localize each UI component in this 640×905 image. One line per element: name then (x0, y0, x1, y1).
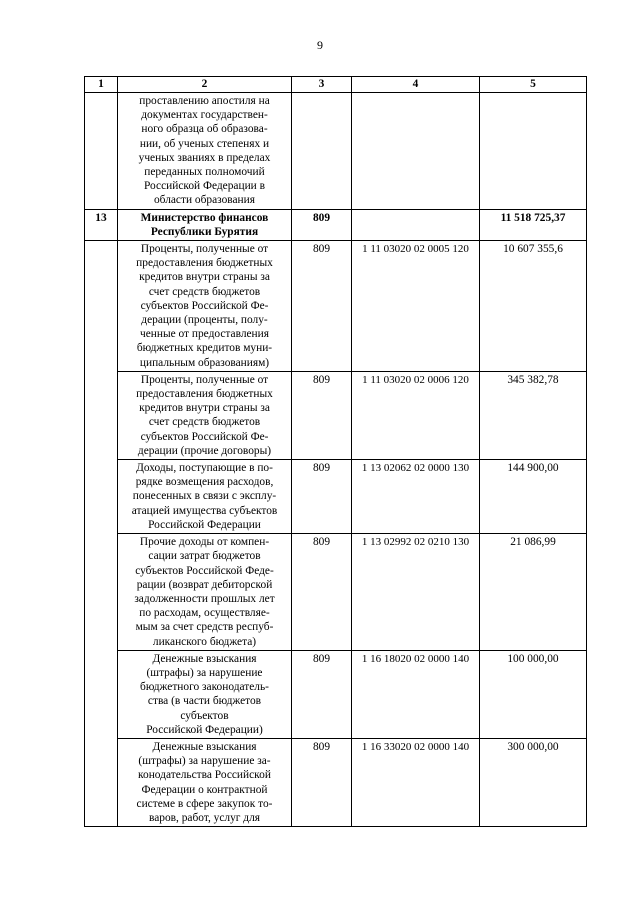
row-number-cell: 13 (85, 209, 118, 240)
row-description-cell (118, 93, 292, 210)
header-col-2: 2 (118, 77, 292, 93)
description-line: Доходы, поступающие в по- (136, 462, 273, 475)
header-col-3: 3 (292, 77, 352, 93)
row-description-cell (118, 241, 292, 372)
description-line: по расходам, осуществляе- (139, 607, 270, 620)
row-kbk-code-cell: 1 11 03020 02 0006 120 (352, 371, 480, 459)
description-line: понесенных в связи с эксплу- (132, 490, 277, 503)
description-line: сации затрат бюджетов (148, 550, 261, 563)
row-description-cell (118, 738, 292, 826)
header-col-4: 4 (352, 77, 480, 93)
description-line: предоставления бюджетных (136, 388, 273, 401)
row-number-cell (85, 738, 118, 826)
description-line: счет средств бюджетов (148, 416, 261, 429)
description-line: рации (возврат дебиторской (136, 578, 273, 591)
description-line: Российской Федерации (148, 518, 261, 531)
description-line: (штрафы) за нарушение (146, 666, 263, 679)
page-number: 9 (317, 38, 323, 52)
row-admin-code-cell: 809 (292, 534, 352, 651)
row-admin-code-cell: 809 (292, 650, 352, 738)
row-kbk-code-cell: 1 16 33020 02 0000 140 (352, 738, 480, 826)
row-amount-cell: 300 000,00 (480, 738, 587, 826)
description-line: дерации (проценты, полу- (141, 314, 268, 327)
table-row (85, 93, 587, 210)
row-amount-cell: 144 900,00 (480, 460, 587, 534)
row-number-cell (85, 241, 118, 372)
description-line: мым за счет средств респуб- (135, 621, 274, 634)
row-number-cell (85, 460, 118, 534)
row-kbk-code-cell: 1 11 03020 02 0005 120 (352, 241, 480, 372)
row-admin-code-cell: 809 (292, 371, 352, 459)
description-line: субъектов Российской Феде- (135, 564, 274, 577)
description-line: атацией имущества субъектов (131, 504, 278, 517)
description-line: ципальным образованиям) (139, 356, 270, 369)
row-description-cell (118, 534, 292, 651)
description-line: документах государствен- (141, 109, 268, 122)
description-line: бюджетного законодатель- (140, 681, 269, 694)
row-amount-cell: 21 086,99 (480, 534, 587, 651)
description-line: Российской Федерации) (146, 723, 263, 736)
table-row (85, 209, 587, 240)
description-line: (штрафы) за нарушение за- (138, 755, 271, 768)
description-line: кредитов внутри страны за (139, 271, 270, 284)
description-line: субъектов Российской Фе- (140, 299, 269, 312)
row-description-cell (118, 371, 292, 459)
description-line: Министерство финансов (140, 211, 269, 224)
description-line: конодательства Российской (138, 769, 271, 782)
description-line: задолженности прошлых лет (134, 592, 275, 605)
row-amount-cell: 100 000,00 (480, 650, 587, 738)
row-amount-cell: 345 382,78 (480, 371, 587, 459)
description-line: ного образца об образова- (141, 123, 268, 136)
table-row (85, 460, 587, 534)
row-amount-cell (480, 93, 587, 210)
description-line: Федерации о контрактной (141, 783, 268, 796)
table-row (85, 650, 587, 738)
description-line: Российской Федерации в (143, 180, 265, 193)
description-line: рядке возмещения расходов, (135, 476, 274, 489)
row-number-cell (85, 650, 118, 738)
description-line: Денежные взыскания (152, 740, 257, 753)
description-line: субъектов Российской Фе- (140, 430, 269, 443)
description-line: нии, об ученых степенях и (139, 137, 270, 150)
description-line: Проценты, полученные от (140, 373, 269, 386)
description-line: ликанского бюджета) (152, 635, 257, 648)
table-row (85, 738, 587, 826)
description-line: области образования (153, 194, 255, 207)
header-col-1: 1 (85, 77, 118, 93)
table-row (85, 241, 587, 372)
row-admin-code-cell: 809 (292, 241, 352, 372)
row-kbk-code-cell: 1 13 02992 02 0210 130 (352, 534, 480, 651)
description-line: Проценты, полученные от (140, 243, 269, 256)
table-row (85, 534, 587, 651)
description-line: бюджетных кредитов муни- (136, 342, 273, 355)
row-amount-cell: 11 518 725,37 (480, 209, 587, 240)
row-admin-code-cell: 809 (292, 738, 352, 826)
row-kbk-code-cell (352, 209, 480, 240)
description-line: системе в сфере закупок то- (136, 797, 273, 810)
row-kbk-code-cell: 1 16 18020 02 0000 140 (352, 650, 480, 738)
row-admin-code-cell (292, 93, 352, 210)
row-number-cell (85, 93, 118, 210)
row-amount-cell: 10 607 355,6 (480, 241, 587, 372)
description-line: ченные от предоставления (139, 328, 269, 341)
row-description-cell (118, 209, 292, 240)
description-line: переданных полномочий (144, 166, 265, 179)
description-line: Прочие доходы от компен- (139, 536, 270, 549)
row-number-cell (85, 534, 118, 651)
description-line: дерации (прочие договоры) (137, 444, 272, 457)
description-line: ученых званиях в пределах (138, 151, 271, 164)
header-col-5: 5 (480, 77, 587, 93)
description-line: Республики Бурятия (150, 225, 259, 238)
description-line: предоставления бюджетных (136, 257, 273, 270)
row-number-cell (85, 371, 118, 459)
row-kbk-code-cell (352, 93, 480, 210)
row-description-cell (118, 460, 292, 534)
description-line: ства (в части бюджетов (147, 695, 262, 708)
description-line: субъектов (180, 709, 229, 722)
row-description-cell (118, 650, 292, 738)
row-admin-code-cell: 809 (292, 209, 352, 240)
row-kbk-code-cell: 1 13 02062 02 0000 130 (352, 460, 480, 534)
row-admin-code-cell: 809 (292, 460, 352, 534)
revenue-table (84, 76, 587, 827)
description-line: кредитов внутри страны за (139, 402, 270, 415)
table-row (85, 371, 587, 459)
description-line: счет средств бюджетов (148, 285, 261, 298)
table-body (85, 93, 587, 827)
table-header-row (85, 77, 587, 93)
description-line: проставлению апостиля на (139, 95, 270, 107)
description-line: варов, работ, услуг для (148, 811, 261, 824)
description-line: Денежные взыскания (152, 652, 257, 665)
